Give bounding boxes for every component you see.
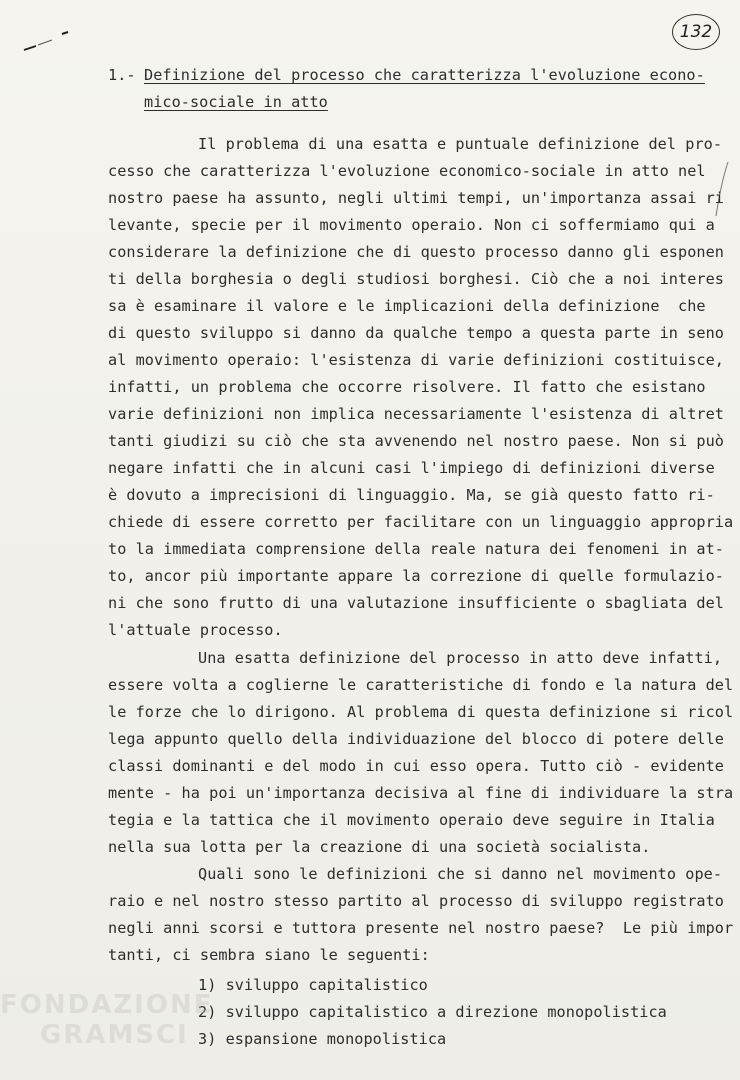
list-item: 3) espansione monopolistica	[198, 1030, 447, 1048]
heading-line-1: Definizione del processo che caratterizza l'evoluzione econo-	[144, 66, 705, 84]
body-line: to, ancor più importante appare la correzione di quelle formulazio-	[108, 567, 724, 585]
body-line: nostro paese ha assunto, negli ultimi tempi, un'importanza assai ri	[108, 189, 724, 207]
body-line: lega appunto quello della individuazione del blocco di potere delle	[108, 730, 724, 748]
body-line: considerare la definizione che di questo processo danno gli esponen	[108, 243, 724, 261]
body-line: classi dominanti e del modo in cui esso opera. Tutto ciò - evidente	[108, 757, 724, 775]
body-line: l'attuale processo.	[108, 621, 283, 639]
list-item: 2) sviluppo capitalistico a direzione monopolistica	[198, 1003, 667, 1021]
body-line: tegia e la tattica che il movimento operaio deve seguire in Italia	[108, 811, 715, 829]
body-line: chiede di essere corretto per facilitare con un linguaggio appropria	[108, 513, 734, 531]
body-line: levante, specie per il movimento operaio. Non ci soffermiamo qui a	[108, 216, 715, 234]
pen-mark-icon	[22, 26, 74, 56]
page-number-stamp: 132	[672, 14, 720, 50]
watermark-line-2: GRAMSCI	[40, 1020, 189, 1050]
body-line: ni che sono frutto di una valutazione insufficiente o sbagliata del	[108, 594, 724, 612]
heading-number: 1.-	[108, 66, 136, 84]
body-line: to la immediata comprensione della reale natura dei fenomeni in at-	[108, 540, 724, 558]
body-line: cesso che caratterizza l'evoluzione economico-sociale in atto nel	[108, 162, 706, 180]
body-line: mente - ha poi un'importanza decisiva al fine di individuare la stra	[108, 784, 734, 802]
body-line: Una esatta definizione del processo in atto deve infatti,	[198, 649, 723, 667]
watermark-line-1: FONDAZIONE	[0, 990, 214, 1020]
body-line: al movimento operaio: l'esistenza di varie definizioni costituisce,	[108, 351, 724, 369]
body-line: ti della borghesia o degli studiosi borghesi. Ciò che a noi interes	[108, 270, 724, 288]
heading-line-2: mico-sociale in atto	[144, 93, 328, 111]
list-item: 1) sviluppo capitalistico	[198, 976, 428, 994]
body-line: tanti, ci sembra siano le seguenti:	[108, 946, 430, 964]
body-line: Il problema di una esatta e puntuale definizione del pro-	[198, 135, 723, 153]
body-line: nella sua lotta per la creazione di una società socialista.	[108, 838, 651, 856]
archive-watermark	[0, 990, 213, 1050]
body-line: sa è esaminare il valore e le implicazioni della definizione che	[108, 297, 706, 315]
body-line: raio e nel nostro stesso partito al processo di sviluppo registrato	[108, 892, 724, 910]
body-line: le forze che lo dirigono. Al problema di questa definizione si ricol	[108, 703, 734, 721]
body-line: è dovuto a imprecisioni di linguaggio. Ma, se già questo fatto ri-	[108, 486, 715, 504]
body-line: di questo sviluppo si danno da qualche tempo a questa parte in seno	[108, 324, 724, 342]
body-line: tanti giudizi su ciò che sta avvenendo nel nostro paese. Non si può	[108, 432, 724, 450]
body-line: essere volta a coglierne le caratteristiche di fondo e la natura del	[108, 676, 734, 694]
body-line: infatti, un problema che occorre risolvere. Il fatto che esistano	[108, 378, 706, 396]
body-line: negare infatti che in alcuni casi l'impiego di definizioni diverse	[108, 459, 715, 477]
body-line: Quali sono le definizioni che si danno nel movimento ope-	[198, 865, 723, 883]
body-line: negli anni scorsi e tuttora presente nel nostro paese? Le più impor	[108, 919, 734, 937]
body-line: varie definizioni non implica necessariamente l'esistenza di altret	[108, 405, 724, 423]
